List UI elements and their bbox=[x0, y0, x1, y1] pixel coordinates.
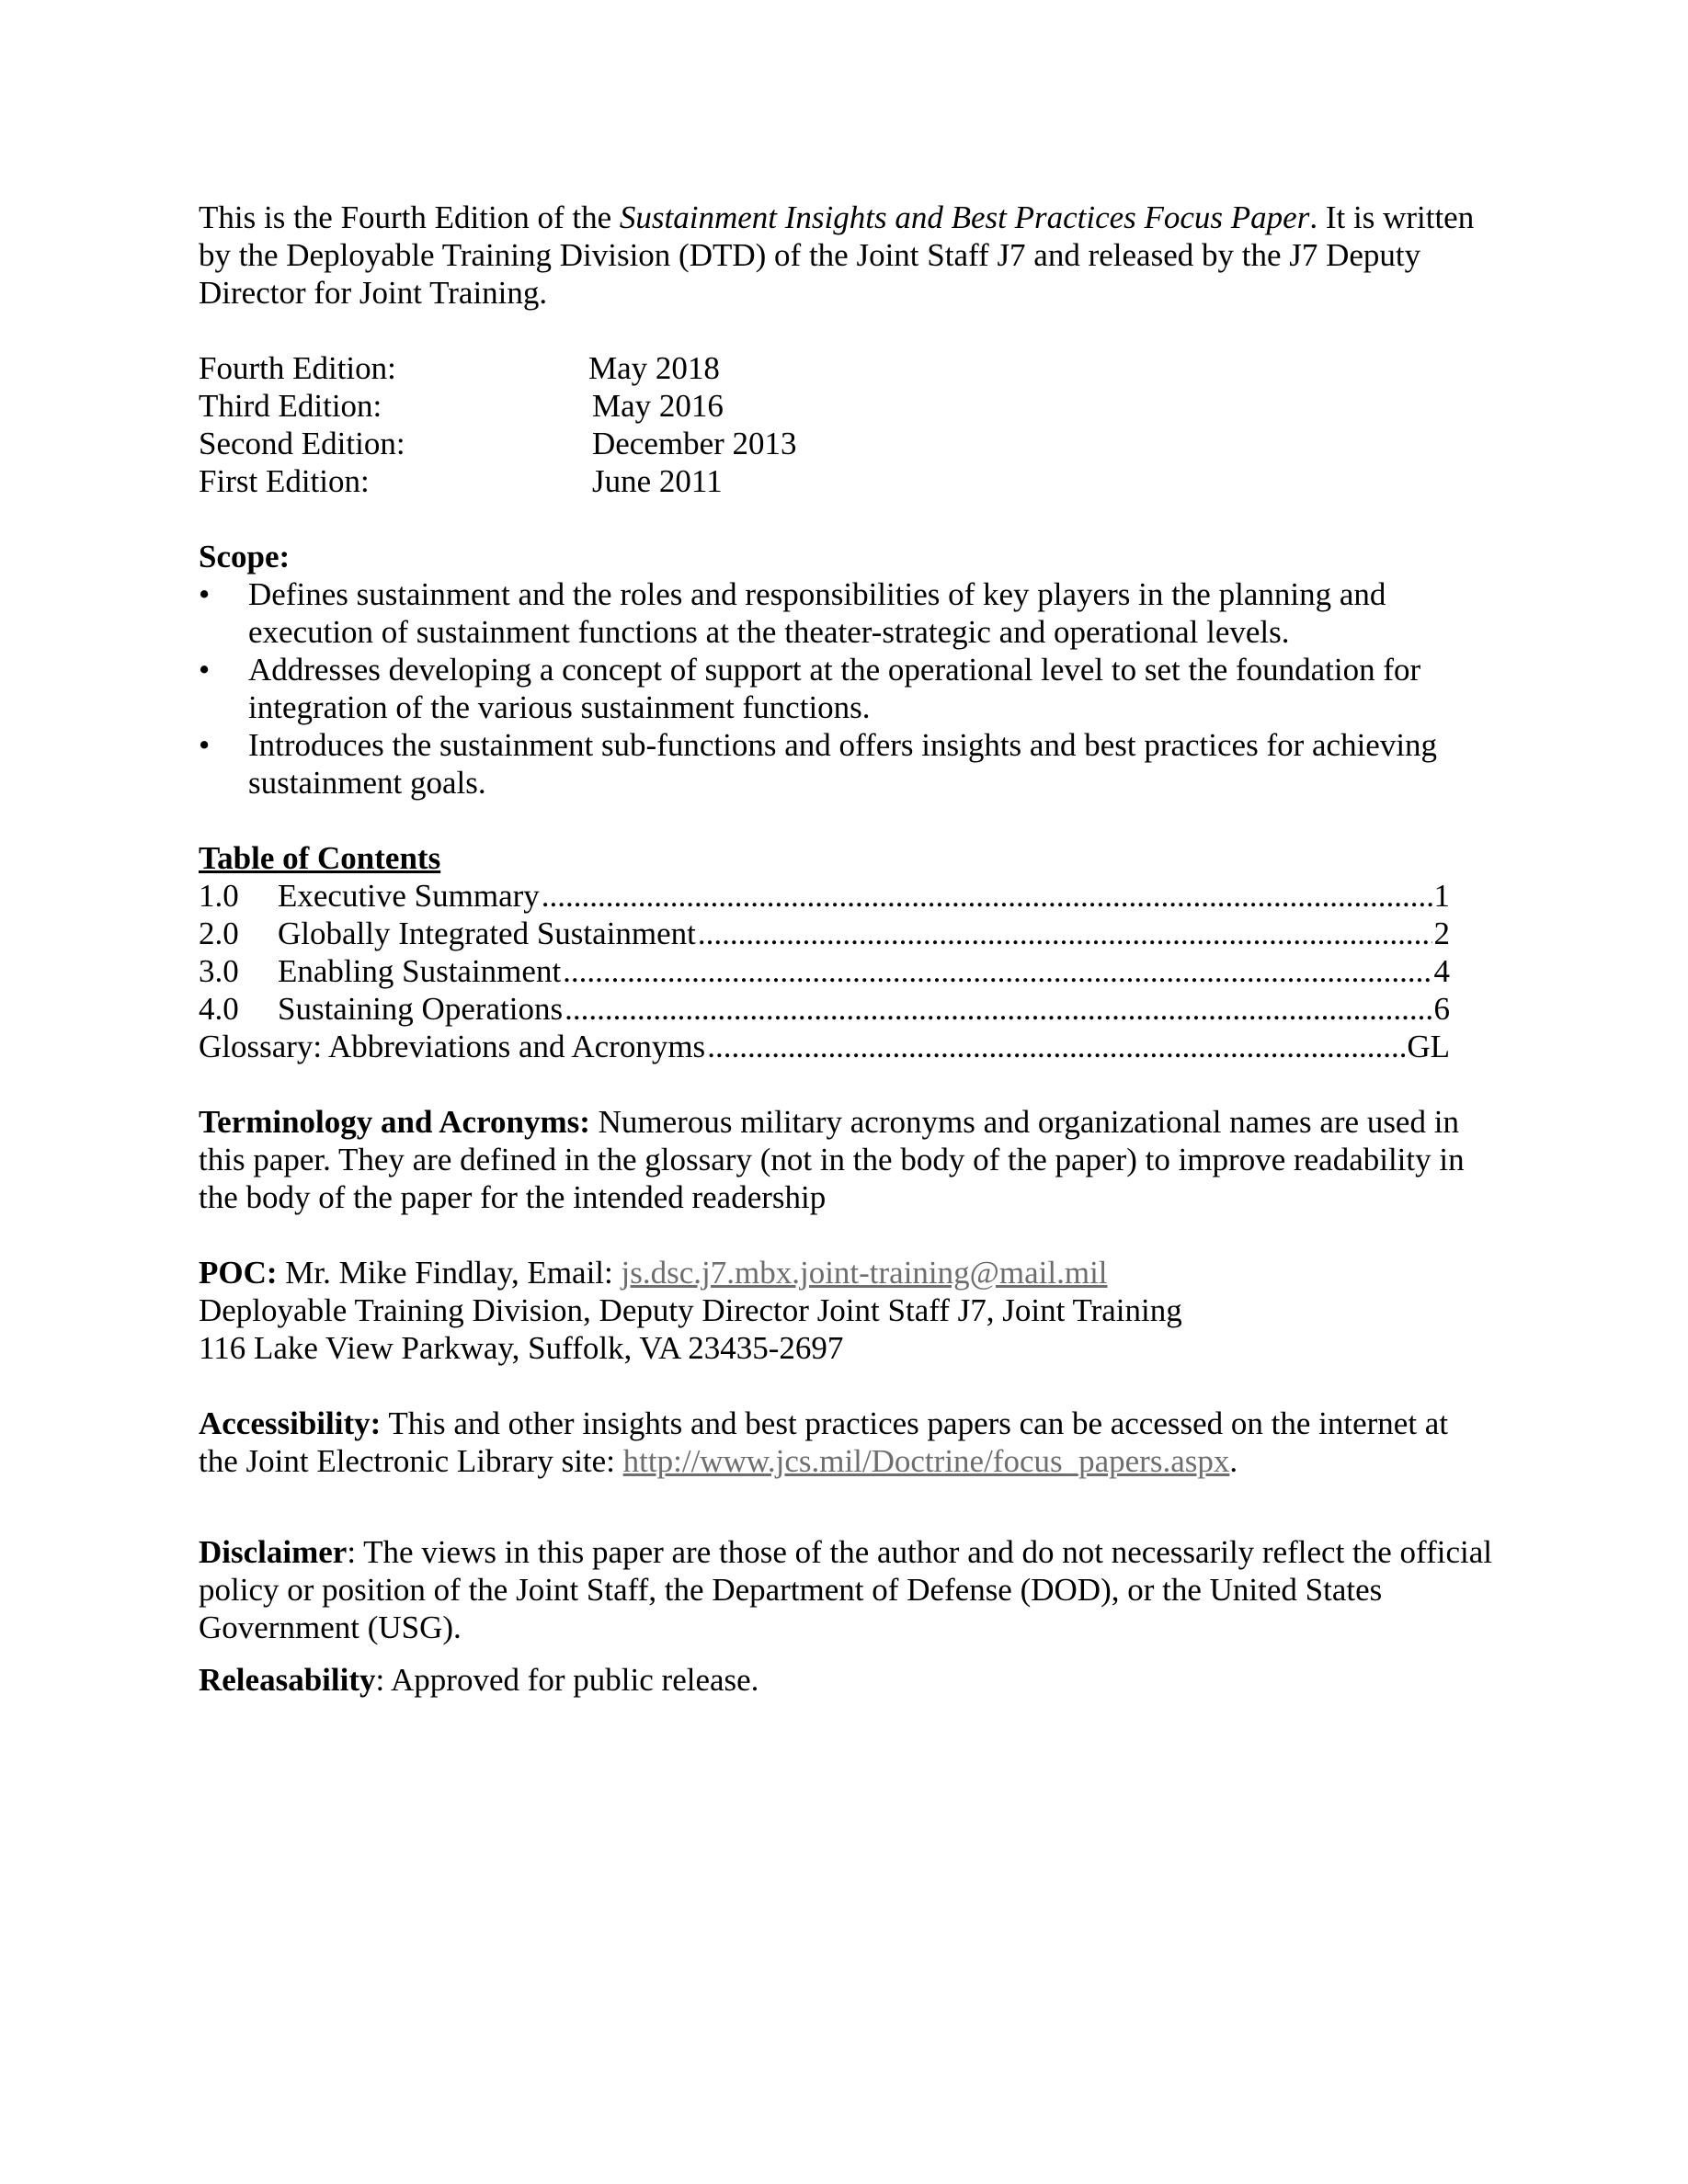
edition-label: Second Edition: bbox=[199, 426, 405, 461]
toc-leader-dots bbox=[565, 990, 1431, 1028]
scope-item-text: Defines sustainment and the roles and responsibilities of key players in the planning and execution of sustainment functions at the theater-strategic and operational levels. bbox=[248, 576, 1386, 650]
terminology-text: Numerous military acronyms and organizational names are used in this paper. They are defined in the glossary (not in the body of the paper) to improve readability in the body of the paper for the intended readership bbox=[199, 1104, 1465, 1215]
scope-item bbox=[199, 651, 1495, 726]
toc-entry-label: Glossary: Abbreviations and Acronyms bbox=[199, 1029, 706, 1064]
toc-entry[interactable] bbox=[199, 990, 1450, 1028]
page-content bbox=[199, 199, 1495, 1699]
scope-heading: Scope: bbox=[199, 539, 291, 574]
toc-entry-label: Sustaining Operations bbox=[278, 991, 564, 1027]
toc-entry-page: GL bbox=[1407, 1029, 1450, 1064]
edition-row bbox=[199, 462, 1495, 500]
disclaimer-paragraph bbox=[199, 1533, 1495, 1646]
edition-date: May 2018 bbox=[588, 350, 720, 386]
releasability-paragraph bbox=[199, 1661, 1495, 1699]
bullet-icon: • bbox=[199, 576, 211, 612]
toc-entry-label: Globally Integrated Sustainment bbox=[278, 916, 696, 951]
jel-site-link[interactable]: http://www.jcs.mil/Doctrine/focus_papers.aspx bbox=[622, 1443, 1230, 1479]
poc-heading: POC: bbox=[199, 1255, 278, 1291]
toc-entry-label: Executive Summary bbox=[278, 878, 540, 914]
toc-entry[interactable] bbox=[199, 915, 1450, 952]
toc-entry-number: 2.0 bbox=[199, 916, 239, 951]
toc-entry-number: 3.0 bbox=[199, 953, 239, 989]
scope-item bbox=[199, 575, 1495, 651]
disclaimer-heading: Disclaimer bbox=[199, 1534, 348, 1570]
scope-item bbox=[199, 726, 1495, 802]
edition-history bbox=[199, 349, 1495, 500]
releasability-heading: Releasability bbox=[199, 1662, 376, 1698]
edition-label: First Edition: bbox=[199, 463, 370, 499]
scope-section bbox=[199, 538, 1495, 802]
accessibility-text-after: . bbox=[1229, 1443, 1238, 1479]
intro-paper-title: Sustainment Insights and Best Practices Focus Paper bbox=[619, 199, 1310, 235]
accessibility-paragraph bbox=[199, 1405, 1495, 1480]
poc-text: Mr. Mike Findlay, Email: bbox=[277, 1255, 622, 1291]
edition-label: Third Edition: bbox=[199, 388, 382, 424]
scope-list bbox=[199, 575, 1495, 802]
terminology-paragraph bbox=[199, 1103, 1495, 1216]
disclaimer-text: : The views in this paper are those of the author and do not necessarily reflect the official policy or position of the Joint Staff, the Department of Defense (DOD), or the United States Government (USG). bbox=[199, 1534, 1492, 1645]
poc-section bbox=[199, 1254, 1495, 1367]
accessibility-text: This and other insights and best practices papers can be accessed on the internet at the Joint Electronic Library site: bbox=[199, 1405, 1449, 1479]
accessibility-heading: Accessibility: bbox=[199, 1405, 382, 1441]
edition-date: December 2013 bbox=[592, 426, 797, 461]
edition-row bbox=[199, 387, 1495, 425]
toc-title: Table of Contents bbox=[199, 840, 441, 876]
poc-line-1 bbox=[199, 1254, 1495, 1291]
scope-item-text: Introduces the sustainment sub-functions and offers insights and best practices for achieving sustainment goals. bbox=[248, 727, 1438, 801]
intro-text-after: . It is written by the Deployable Training Division (DTD) of the Joint Staff J7 and released by the J7 Deputy Director for Joint Training. bbox=[199, 199, 1475, 311]
toc-entry-page: 6 bbox=[1433, 991, 1450, 1027]
poc-line-3: 116 Lake View Parkway, Suffolk, VA 23435-2697 bbox=[199, 1330, 844, 1366]
toc-entry[interactable] bbox=[199, 952, 1450, 990]
edition-row bbox=[199, 349, 1495, 387]
poc-email-link[interactable]: js.dsc.j7.mbx.joint-training@mail.mil bbox=[621, 1255, 1108, 1291]
toc-entry-number: 4.0 bbox=[199, 991, 239, 1027]
scope-item-text: Addresses developing a concept of support at the operational level to set the foundation for integration of the various sustainment functions. bbox=[248, 652, 1421, 725]
intro-text-before: This is the Fourth Edition of the bbox=[199, 199, 620, 235]
toc-entry[interactable] bbox=[199, 877, 1450, 915]
toc-leader-dots bbox=[698, 915, 1432, 952]
bullet-icon: • bbox=[199, 652, 211, 688]
table-of-contents bbox=[199, 839, 1450, 1065]
toc-entry-label: Enabling Sustainment bbox=[278, 953, 562, 989]
toc-entry-page: 1 bbox=[1433, 878, 1450, 914]
toc-entry-number: 1.0 bbox=[199, 878, 239, 914]
toc-leader-dots bbox=[707, 1028, 1405, 1065]
bullet-icon: • bbox=[199, 727, 211, 763]
terminology-heading: Terminology and Acronyms: bbox=[199, 1104, 590, 1140]
toc-entry[interactable] bbox=[199, 1028, 1450, 1065]
edition-row bbox=[199, 425, 1495, 462]
toc-entry-page: 2 bbox=[1433, 916, 1450, 951]
releasability-text: : Approved for public release. bbox=[375, 1662, 759, 1698]
edition-label: Fourth Edition: bbox=[199, 350, 396, 386]
poc-line-2: Deployable Training Division, Deputy Director Joint Staff J7, Joint Training bbox=[199, 1292, 1182, 1328]
edition-date: June 2011 bbox=[592, 463, 723, 499]
edition-date: May 2016 bbox=[592, 388, 724, 424]
toc-leader-dots bbox=[542, 877, 1432, 915]
toc-entry-page: 4 bbox=[1433, 953, 1450, 989]
intro-paragraph bbox=[199, 199, 1495, 312]
toc-leader-dots bbox=[563, 952, 1431, 990]
